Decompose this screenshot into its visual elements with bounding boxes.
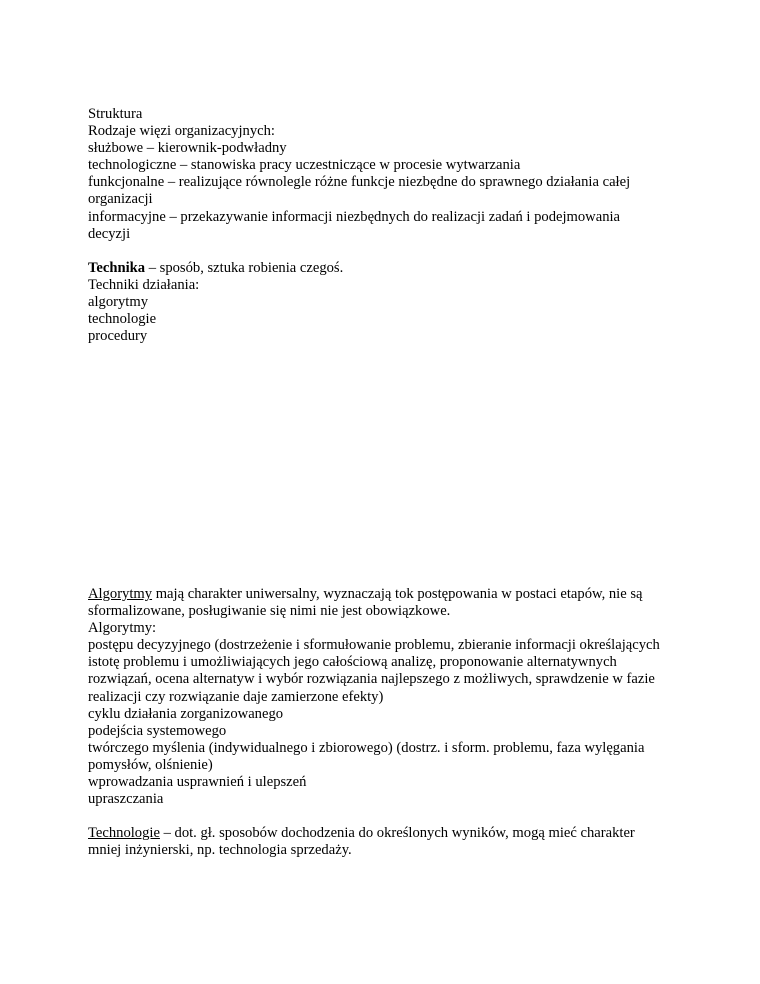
technika-definition <box>88 260 688 277</box>
technika-definition-text: – sposób, sztuka robienia czegoś. <box>145 259 344 276</box>
algorytmy-definition-text: mają charakter uniwersalny, wyznaczają tok postępowania w postaci etapów, nie są <box>152 586 643 602</box>
technologie-term: Technologie <box>88 825 160 842</box>
technika-item: technologie <box>88 311 157 328</box>
technika-item: algorytmy <box>88 294 148 311</box>
struktura-intro: Rodzaje więzi organizacyjnych: <box>88 123 275 140</box>
struktura-line: technologiczne – stanowiska pracy uczestniczące w procesie wytwarzania <box>88 157 521 174</box>
technika-term: Technika <box>88 259 146 276</box>
struktura-title: Struktura <box>88 106 143 122</box>
algorytmy-definition <box>88 586 688 603</box>
algorytmy-line: podejścia systemowego <box>88 722 227 739</box>
struktura-line: informacyjne – przekazywanie informacji niezbędnych do realizacji zadań i podejmowania <box>88 208 621 225</box>
algorytmy-definition-cont: sformalizowane, posługiwanie się nimi nie jest obowiązkowe. <box>88 603 451 620</box>
struktura-section <box>88 106 688 345</box>
algorytmy-line: pomysłów, olśnienie) <box>88 756 213 773</box>
technika-intro: Techniki działania: <box>88 276 200 293</box>
algorytmy-line: realizacji czy rozwiązanie daje zamierzone efekty) <box>88 688 384 705</box>
algorytmy-line: wprowadzania usprawnień i ulepszeń <box>88 774 307 791</box>
algorytmy-line: postępu decyzyjnego (dostrzeżenie i sformułowanie problemu, zbieranie informacji określających <box>88 637 660 654</box>
struktura-line: organizacji <box>88 191 153 208</box>
algorytmy-line: upraszczania <box>88 791 164 808</box>
technologie-definition-cont: mniej inżynierski, np. technologia sprzedaży. <box>88 842 352 859</box>
technologie-definition-text: – dot. gł. sposobów dochodzenia do określonych wyników, mogą mieć charakter <box>159 825 635 842</box>
paragraph-spacer <box>88 243 688 260</box>
algorytmy-line: cyklu działania zorganizowanego <box>88 705 284 722</box>
paragraph-spacer <box>88 808 688 825</box>
algorytmy-section <box>88 586 688 860</box>
struktura-line: decyzji <box>88 225 131 242</box>
algorytmy-line: rozwiązań, ocena alternatyw i wybór rozwiązania najlepszego z możliwych, sprawdzenie w fazie <box>88 671 655 688</box>
struktura-line: funkcjonalne – realizujące równolegle różne funkcje niezbędne do sprawnego działania całej <box>88 174 631 191</box>
struktura-line: służbowe – kierownik-podwładny <box>88 140 287 157</box>
algorytmy-line: istotę problemu i umożliwiających jego całościową analizę, proponowanie alternatywnych <box>88 654 617 671</box>
technologie-definition <box>88 825 688 842</box>
algorytmy-line: twórczego myślenia (indywidualnego i zbiorowego) (dostrz. i sform. problemu, faza wylęgania <box>88 739 645 756</box>
algorytmy-intro: Algorytmy: <box>88 620 157 637</box>
algorytmy-term: Algorytmy <box>88 586 153 602</box>
technika-item: procedury <box>88 328 148 345</box>
